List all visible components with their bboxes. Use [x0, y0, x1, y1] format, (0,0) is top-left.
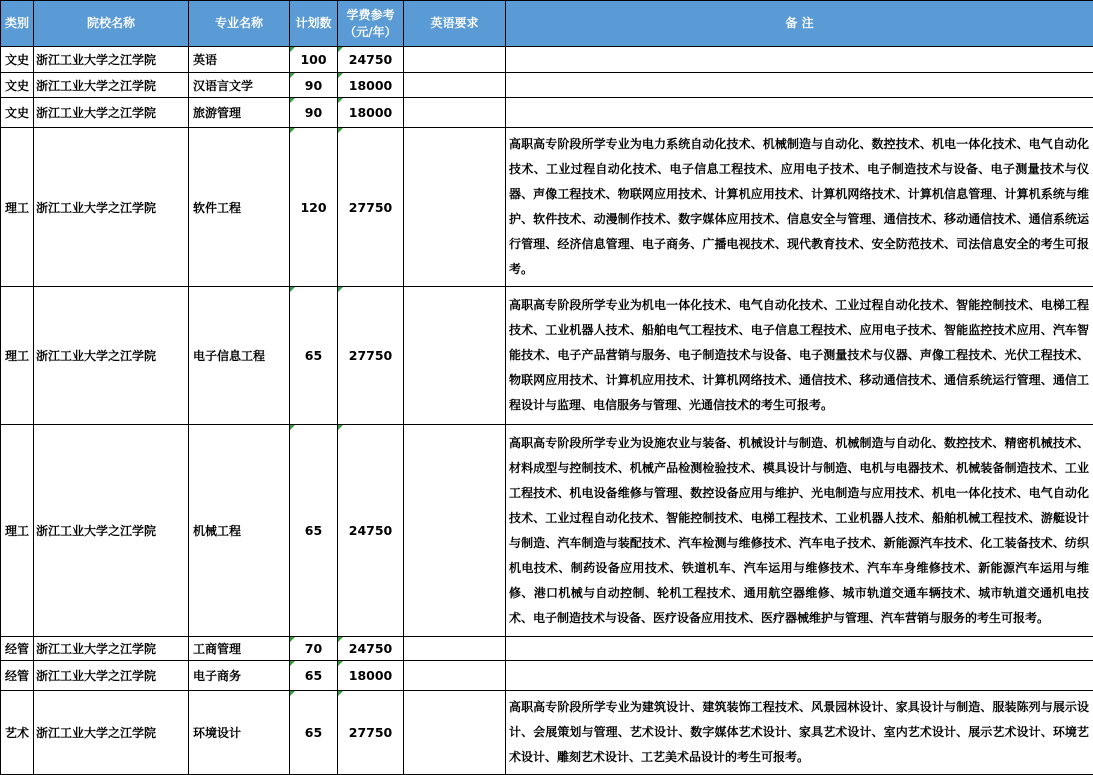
- header-school: 院校名称: [34, 1, 189, 47]
- cell-english: [404, 425, 506, 637]
- cell-major: 环境设计: [189, 691, 290, 775]
- comment-marker-icon: [290, 661, 295, 666]
- cell-plan: [290, 128, 338, 287]
- comment-marker-icon: [338, 661, 343, 666]
- cell-school: 浙江工业大学之江学院: [34, 73, 189, 98]
- cell-fee: [338, 73, 404, 98]
- cell-remarks: 高职高专阶段所学专业为设施农业与装备、机械设计与制造、机械制造与自动化、数控技术、精密机械技术、材料成型与控制技术、机械产品检测检验技术、模具设计与制造、电机与电器技术、机械装备制造技术、工业工程技术、机电设备维修与管理、数控设备应用与维护、光电制造与应用技术、机电一体化技术、电气自动化技术、工业过程自动化技术、智能控制技术、电梯工程技术、工业机器人技术、船舶机械工程技术、游艇设计与制造、汽车制造与装配技术、汽车检测与维修技术、汽车电子技术、新能源汽车技术、化工装备技术、纺织机电技术、制药设备应用技术、铁道机车、汽车运用与维修技术、汽车车身维修技术、新能源汽车运用与维修、港口机械与自动控制、轮机工程技术、通用航空器维修、城市轨道交通车辆技术、城市轨道交通机电技术、电子制造技术与设备、医疗设备应用技术、医疗器械维护与管理、汽车营销与服务的考生可报考。: [506, 425, 1093, 637]
- cell-category: 理工: [1, 128, 34, 287]
- comment-marker-icon: [338, 691, 343, 696]
- cell-plan-value: 65: [305, 725, 322, 740]
- cell-school: 浙江工业大学之江学院: [34, 128, 189, 287]
- comment-marker-icon: [290, 425, 295, 430]
- cell-category: 文史: [1, 47, 34, 73]
- cell-plan-value: 65: [305, 668, 322, 683]
- header-fee: [338, 1, 404, 47]
- cell-plan-value: 100: [300, 52, 326, 67]
- cell-major: 汉语言文学: [189, 73, 290, 98]
- comment-marker-icon: [338, 287, 343, 292]
- header-fee-line1: 学费参考: [338, 7, 403, 24]
- cell-fee-value: 18000: [349, 105, 393, 120]
- table-row: [1, 128, 1093, 287]
- cell-remarks: [506, 47, 1093, 73]
- cell-fee-value: 27750: [349, 348, 393, 363]
- cell-remarks: 高职高专阶段所学专业为机电一体化技术、电气自动化技术、工业过程自动化技术、智能控制技术、电梯工程技术、工业机器人技术、船舶电气工程技术、电子信息工程技术、应用电子技术、智能监控技术应用、汽车智能技术、电子产品营销与服务、电子制造技术与设备、电子测量技术与仪器、声像工程技术、光伏工程技术、物联网应用技术、计算机应用技术、计算机网络技术、通信技术、移动通信技术、通信系统运行管理、通信工程设计与监理、电信服务与管理、光通信技术的考生可报考。: [506, 287, 1093, 425]
- cell-major: 软件工程: [189, 128, 290, 287]
- cell-fee: [338, 287, 404, 425]
- cell-fee: [338, 128, 404, 287]
- cell-category: 经管: [1, 637, 34, 661]
- header-remarks: 备 注: [506, 1, 1093, 47]
- cell-english: [404, 98, 506, 128]
- table-row: [1, 637, 1093, 661]
- header-fee-line2: （元/年）: [338, 24, 403, 41]
- table-row: [1, 47, 1093, 73]
- cell-english: [404, 47, 506, 73]
- comment-marker-icon: [290, 128, 295, 133]
- header-plan: 计划数: [290, 1, 338, 47]
- cell-english: [404, 73, 506, 98]
- comment-marker-icon: [290, 98, 295, 103]
- header-row: [1, 1, 1093, 47]
- cell-plan-value: 65: [305, 523, 322, 538]
- cell-category: 文史: [1, 98, 34, 128]
- cell-school: 浙江工业大学之江学院: [34, 47, 189, 73]
- cell-fee: [338, 98, 404, 128]
- comment-marker-icon: [290, 47, 295, 52]
- cell-fee-value: 24750: [349, 52, 393, 67]
- cell-plan: [290, 425, 338, 637]
- cell-fee-value: 27750: [349, 725, 393, 740]
- cell-major: 旅游管理: [189, 98, 290, 128]
- cell-category: 理工: [1, 287, 34, 425]
- cell-plan: [290, 73, 338, 98]
- cell-plan: [290, 47, 338, 73]
- cell-fee-value: 24750: [349, 641, 393, 656]
- cell-english: [404, 637, 506, 661]
- cell-school: 浙江工业大学之江学院: [34, 637, 189, 661]
- cell-school: 浙江工业大学之江学院: [34, 98, 189, 128]
- comment-marker-icon: [338, 637, 343, 642]
- header-english: 英语要求: [404, 1, 506, 47]
- cell-plan: [290, 661, 338, 691]
- cell-plan-value: 70: [305, 641, 322, 656]
- cell-fee: [338, 47, 404, 73]
- cell-major: 英语: [189, 47, 290, 73]
- cell-major: 工商管理: [189, 637, 290, 661]
- cell-fee: [338, 425, 404, 637]
- comment-marker-icon: [338, 128, 343, 133]
- cell-plan-value: 65: [305, 348, 322, 363]
- comment-marker-icon: [338, 73, 343, 78]
- cell-remarks: 高职高专阶段所学专业为电力系统自动化技术、机械制造与自动化、数控技术、机电一体化技术、电气自动化技术、工业过程自动化技术、电子信息工程技术、应用电子技术、电子制造技术与设备、电子测量技术与仪器、声像工程技术、物联网应用技术、计算机应用技术、计算机网络技术、计算机信息管理、计算机系统与维护、软件技术、动漫制作技术、数字媒体应用技术、信息安全与管理、通信技术、移动通信技术、通信系统运行管理、经济信息管理、电子商务、广播电视技术、现代教育技术、安全防范技术、司法信息安全的考生可报考。: [506, 128, 1093, 287]
- cell-fee-value: 18000: [349, 668, 393, 683]
- cell-plan-value: 90: [305, 105, 322, 120]
- table-row: [1, 287, 1093, 425]
- comment-marker-icon: [338, 47, 343, 52]
- cell-fee-value: 27750: [349, 200, 393, 215]
- cell-school: 浙江工业大学之江学院: [34, 661, 189, 691]
- cell-plan: [290, 637, 338, 661]
- cell-remarks: [506, 73, 1093, 98]
- cell-fee: [338, 637, 404, 661]
- cell-school: 浙江工业大学之江学院: [34, 691, 189, 775]
- cell-fee-value: 24750: [349, 523, 393, 538]
- cell-plan: [290, 287, 338, 425]
- comment-marker-icon: [290, 691, 295, 696]
- table-row: [1, 425, 1093, 637]
- comment-marker-icon: [338, 425, 343, 430]
- table-row: [1, 98, 1093, 128]
- cell-plan-value: 120: [300, 200, 326, 215]
- cell-school: 浙江工业大学之江学院: [34, 287, 189, 425]
- cell-category: 理工: [1, 425, 34, 637]
- cell-major: 电子商务: [189, 661, 290, 691]
- cell-category: 经管: [1, 661, 34, 691]
- header-major: 专业名称: [189, 1, 290, 47]
- cell-major: 机械工程: [189, 425, 290, 637]
- comment-marker-icon: [290, 637, 295, 642]
- cell-category: 艺术: [1, 691, 34, 775]
- cell-remarks: [506, 637, 1093, 661]
- cell-school: 浙江工业大学之江学院: [34, 425, 189, 637]
- header-category: 类别: [1, 1, 34, 47]
- table-row: [1, 73, 1093, 98]
- cell-major: 电子信息工程: [189, 287, 290, 425]
- cell-remarks: 高职高专阶段所学专业为建筑设计、建筑装饰工程技术、风景园林设计、家具设计与制造、服装陈列与展示设计、会展策划与管理、艺术设计、数字媒体艺术设计、家具艺术设计、室内艺术设计、展示艺术设计、环境艺术设计、雕刻艺术设计、工艺美术品设计的考生可报考。: [506, 691, 1093, 775]
- cell-english: [404, 287, 506, 425]
- cell-remarks: [506, 661, 1093, 691]
- cell-fee: [338, 661, 404, 691]
- cell-english: [404, 661, 506, 691]
- cell-fee-value: 18000: [349, 78, 393, 93]
- cell-english: [404, 128, 506, 287]
- comment-marker-icon: [290, 73, 295, 78]
- cell-plan-value: 90: [305, 78, 322, 93]
- cell-category: 文史: [1, 73, 34, 98]
- cell-plan: [290, 98, 338, 128]
- comment-marker-icon: [290, 287, 295, 292]
- comment-marker-icon: [338, 98, 343, 103]
- table-row: [1, 661, 1093, 691]
- cell-remarks: [506, 98, 1093, 128]
